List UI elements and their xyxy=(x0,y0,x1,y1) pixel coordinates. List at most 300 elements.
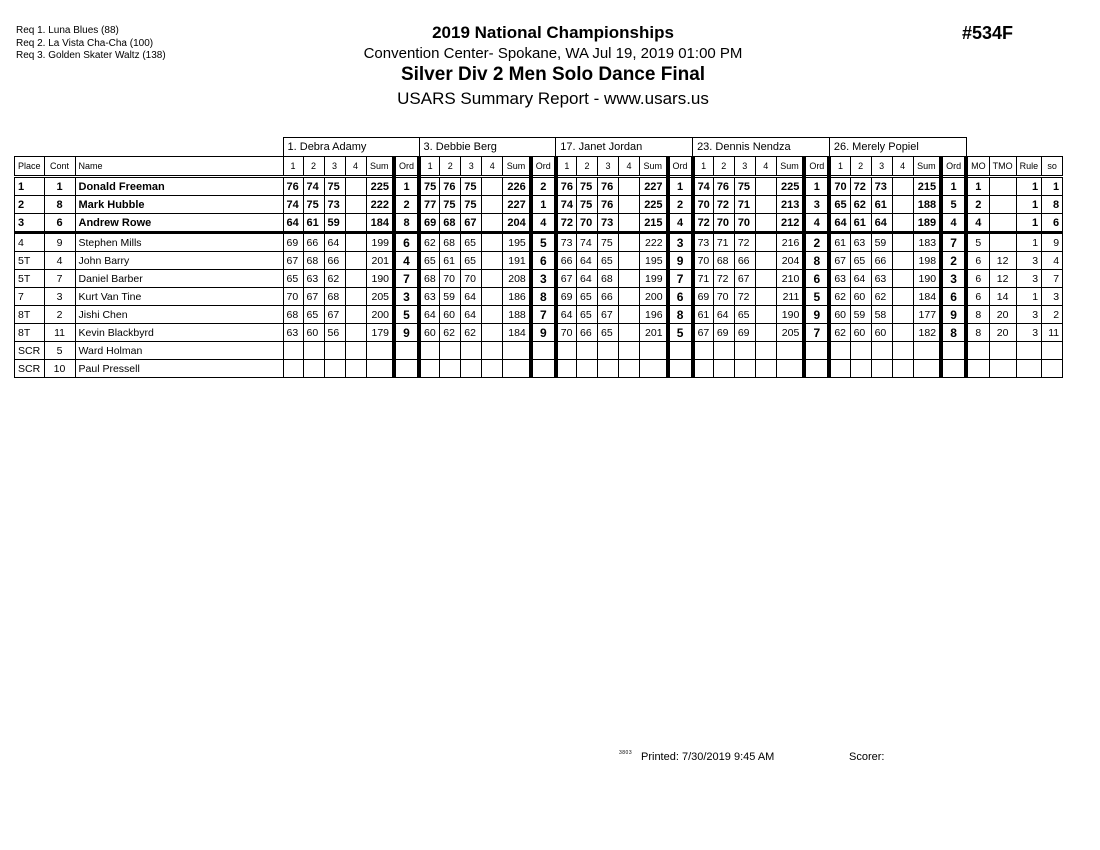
required-dance-1: Req 1. Luna Blues (88) xyxy=(16,25,119,36)
sum-cell: 196 xyxy=(640,306,668,324)
sum-cell: 213 xyxy=(776,196,804,214)
score-cell: 65 xyxy=(577,288,598,306)
rule-cell xyxy=(1016,342,1042,360)
tmo-cell xyxy=(989,342,1016,360)
score-cell: 70 xyxy=(829,177,850,196)
ordinal-cell: 6 xyxy=(941,288,966,306)
score-cell: 66 xyxy=(324,252,345,270)
score-cell: 60 xyxy=(303,324,324,342)
col-mo: MO xyxy=(966,157,989,177)
mo-cell xyxy=(966,360,989,378)
score-cell xyxy=(850,342,871,360)
col-judge-2-s2: 2 xyxy=(440,157,461,177)
score-cell: 70 xyxy=(713,288,734,306)
ordinal-cell: 1 xyxy=(394,177,419,196)
ordinal-cell: 9 xyxy=(668,252,693,270)
ordinal-cell: 6 xyxy=(668,288,693,306)
score-cell xyxy=(419,342,440,360)
score-cell: 64 xyxy=(850,270,871,288)
so-cell: 1 xyxy=(1042,177,1063,196)
ordinal-cell: 8 xyxy=(668,306,693,324)
ordinal-cell: 2 xyxy=(804,233,829,252)
score-cell: 70 xyxy=(693,196,714,214)
score-cell xyxy=(871,342,892,360)
sum-cell: 184 xyxy=(366,214,394,233)
score-cell: 60 xyxy=(829,306,850,324)
score-cell xyxy=(345,342,366,360)
score-cell: 65 xyxy=(461,233,482,252)
judge-3-name: 17. Janet Jordan xyxy=(556,138,693,157)
score-cell: 60 xyxy=(850,324,871,342)
score-cell xyxy=(482,196,503,214)
score-cell: 67 xyxy=(734,270,755,288)
score-cell xyxy=(303,360,324,378)
ordinal-cell xyxy=(941,360,966,378)
col-judge-4-sum: Sum xyxy=(776,157,804,177)
ordinal-cell: 7 xyxy=(941,233,966,252)
tmo-cell xyxy=(989,214,1016,233)
cont-cell: 6 xyxy=(44,214,75,233)
score-cell: 70 xyxy=(693,252,714,270)
col-judge-1-s1: 1 xyxy=(283,157,303,177)
score-cell xyxy=(345,214,366,233)
score-cell xyxy=(345,288,366,306)
score-cell: 65 xyxy=(598,252,619,270)
score-cell: 76 xyxy=(713,177,734,196)
col-judge-2-sum: Sum xyxy=(503,157,531,177)
score-cell xyxy=(713,360,734,378)
ordinal-cell: 5 xyxy=(531,233,556,252)
ordinal-cell: 1 xyxy=(941,177,966,196)
score-cell xyxy=(440,342,461,360)
score-cell: 63 xyxy=(829,270,850,288)
score-cell xyxy=(619,177,640,196)
score-cell: 71 xyxy=(693,270,714,288)
ordinal-cell xyxy=(394,360,419,378)
sum-cell: 201 xyxy=(640,324,668,342)
sum-cell: 204 xyxy=(776,252,804,270)
score-cell: 59 xyxy=(324,214,345,233)
sum-cell: 182 xyxy=(913,324,941,342)
ordinal-cell: 8 xyxy=(531,288,556,306)
so-cell: 7 xyxy=(1042,270,1063,288)
table-row xyxy=(15,288,1063,306)
score-cell: 61 xyxy=(303,214,324,233)
place-cell: 8T xyxy=(15,324,45,342)
score-cell xyxy=(345,177,366,196)
sum-cell: 199 xyxy=(366,233,394,252)
score-cell xyxy=(829,360,850,378)
so-cell: 2 xyxy=(1042,306,1063,324)
score-cell: 71 xyxy=(713,233,734,252)
col-judge-4-s4: 4 xyxy=(755,157,776,177)
sum-cell: 222 xyxy=(366,196,394,214)
sum-cell xyxy=(503,342,531,360)
score-cell: 64 xyxy=(577,270,598,288)
sum-cell: 225 xyxy=(776,177,804,196)
so-cell: 6 xyxy=(1042,214,1063,233)
score-cell xyxy=(619,214,640,233)
score-cell xyxy=(482,252,503,270)
score-cell: 75 xyxy=(303,196,324,214)
skater-name-cell: Ward Holman xyxy=(75,342,283,360)
col-cont: Cont xyxy=(44,157,75,177)
col-judge-5-s4: 4 xyxy=(892,157,913,177)
score-cell xyxy=(482,306,503,324)
sum-cell xyxy=(366,360,394,378)
score-cell: 76 xyxy=(283,177,303,196)
tmo-cell: 12 xyxy=(989,252,1016,270)
score-cell: 67 xyxy=(283,252,303,270)
score-cell xyxy=(619,288,640,306)
score-cell xyxy=(892,177,913,196)
so-cell: 9 xyxy=(1042,233,1063,252)
score-cell xyxy=(755,177,776,196)
table-row xyxy=(15,324,1063,342)
ordinal-cell: 3 xyxy=(531,270,556,288)
skater-name-cell: Kevin Blackbyrd xyxy=(75,324,283,342)
col-judge-3-ord: Ord xyxy=(668,157,693,177)
score-cell: 67 xyxy=(461,214,482,233)
score-cell xyxy=(619,252,640,270)
table-row xyxy=(15,177,1063,196)
mo-cell: 6 xyxy=(966,252,989,270)
sum-cell: 190 xyxy=(913,270,941,288)
sum-cell xyxy=(366,342,394,360)
score-cell xyxy=(755,270,776,288)
skater-name-cell: Stephen Mills xyxy=(75,233,283,252)
sum-cell xyxy=(913,360,941,378)
score-cell xyxy=(755,324,776,342)
score-cell xyxy=(892,324,913,342)
col-judge-1-ord: Ord xyxy=(394,157,419,177)
rule-cell: 1 xyxy=(1016,214,1042,233)
score-cell xyxy=(619,270,640,288)
ordinal-cell xyxy=(668,342,693,360)
col-judge-1-s3: 3 xyxy=(324,157,345,177)
score-cell: 64 xyxy=(461,306,482,324)
tmo-cell: 20 xyxy=(989,306,1016,324)
place-cell: 1 xyxy=(15,177,45,196)
col-rule: Rule xyxy=(1016,157,1042,177)
score-cell: 76 xyxy=(598,177,619,196)
score-cell: 58 xyxy=(871,306,892,324)
score-cell: 66 xyxy=(871,252,892,270)
ordinal-cell: 2 xyxy=(394,196,419,214)
score-cell: 75 xyxy=(577,196,598,214)
score-cell: 61 xyxy=(829,233,850,252)
sum-cell: 195 xyxy=(503,233,531,252)
score-cell xyxy=(693,360,714,378)
score-cell: 72 xyxy=(734,288,755,306)
ordinal-cell: 6 xyxy=(804,270,829,288)
sum-cell: 215 xyxy=(640,214,668,233)
sum-cell: 210 xyxy=(776,270,804,288)
score-cell xyxy=(303,342,324,360)
rule-cell: 1 xyxy=(1016,177,1042,196)
score-cell xyxy=(892,288,913,306)
score-cell: 61 xyxy=(440,252,461,270)
score-cell: 67 xyxy=(556,270,577,288)
score-cell xyxy=(461,360,482,378)
sum-cell: 183 xyxy=(913,233,941,252)
ordinal-cell: 1 xyxy=(531,196,556,214)
sum-cell: 205 xyxy=(776,324,804,342)
score-cell xyxy=(619,360,640,378)
score-cell: 73 xyxy=(324,196,345,214)
score-cell: 68 xyxy=(598,270,619,288)
col-judge-3-s3: 3 xyxy=(598,157,619,177)
table-row xyxy=(15,233,1063,252)
col-judge-2-s3: 3 xyxy=(461,157,482,177)
score-cell: 60 xyxy=(871,324,892,342)
rule-cell: 3 xyxy=(1016,252,1042,270)
score-cell: 64 xyxy=(324,233,345,252)
score-cell xyxy=(892,196,913,214)
score-cell: 76 xyxy=(556,177,577,196)
ordinal-cell: 5 xyxy=(804,288,829,306)
tmo-cell xyxy=(989,177,1016,196)
ordinal-cell: 5 xyxy=(941,196,966,214)
report-title: USARS Summary Report - www.usars.us xyxy=(397,89,709,108)
tmo-cell xyxy=(989,233,1016,252)
score-cell xyxy=(734,342,755,360)
ordinal-cell: 6 xyxy=(394,233,419,252)
score-cell xyxy=(755,342,776,360)
score-cell: 64 xyxy=(283,214,303,233)
score-cell: 68 xyxy=(283,306,303,324)
score-cell: 72 xyxy=(713,196,734,214)
place-cell: 8T xyxy=(15,306,45,324)
judge-5-name: 26. Merely Popiel xyxy=(829,138,966,157)
ordinal-cell xyxy=(941,342,966,360)
score-cell xyxy=(482,233,503,252)
score-cell: 72 xyxy=(556,214,577,233)
score-cell xyxy=(871,360,892,378)
col-judge-1-s4: 4 xyxy=(345,157,366,177)
score-cell: 68 xyxy=(324,288,345,306)
event-number: #534F xyxy=(962,23,1014,43)
tmo-cell xyxy=(989,360,1016,378)
score-cell: 72 xyxy=(734,233,755,252)
sum-cell: 188 xyxy=(913,196,941,214)
sum-cell: 179 xyxy=(366,324,394,342)
ordinal-cell: 3 xyxy=(668,233,693,252)
score-cell: 65 xyxy=(598,324,619,342)
score-cell xyxy=(734,360,755,378)
score-cell: 68 xyxy=(419,270,440,288)
cont-cell: 3 xyxy=(44,288,75,306)
score-cell: 65 xyxy=(461,252,482,270)
col-judge-2-ord: Ord xyxy=(531,157,556,177)
ordinal-cell: 4 xyxy=(668,214,693,233)
required-dance-3: Req 3. Golden Skater Waltz (138) xyxy=(16,50,166,61)
col-judge-5-sum: Sum xyxy=(913,157,941,177)
score-cell: 62 xyxy=(440,324,461,342)
so-cell: 3 xyxy=(1042,288,1063,306)
ordinal-cell: 3 xyxy=(941,270,966,288)
score-cell xyxy=(755,196,776,214)
col-judge-5-s2: 2 xyxy=(850,157,871,177)
rule-cell: 1 xyxy=(1016,196,1042,214)
score-cell xyxy=(892,233,913,252)
score-cell xyxy=(850,360,871,378)
score-cell: 65 xyxy=(829,196,850,214)
cont-cell: 9 xyxy=(44,233,75,252)
ordinal-cell: 7 xyxy=(394,270,419,288)
rule-cell xyxy=(1016,360,1042,378)
score-cell: 76 xyxy=(440,177,461,196)
score-cell xyxy=(482,342,503,360)
score-cell: 64 xyxy=(713,306,734,324)
score-cell: 65 xyxy=(419,252,440,270)
score-cell: 70 xyxy=(461,270,482,288)
score-cell: 60 xyxy=(850,288,871,306)
score-cell: 64 xyxy=(577,252,598,270)
score-cell xyxy=(892,306,913,324)
table-row xyxy=(15,342,1063,360)
score-cell: 60 xyxy=(419,324,440,342)
sum-cell: 215 xyxy=(913,177,941,196)
rule-cell: 1 xyxy=(1016,288,1042,306)
score-cell xyxy=(619,306,640,324)
ordinal-cell: 7 xyxy=(804,324,829,342)
score-cell: 64 xyxy=(556,306,577,324)
score-cell: 75 xyxy=(461,177,482,196)
table-row xyxy=(15,360,1063,378)
score-cell xyxy=(755,233,776,252)
tmo-cell: 12 xyxy=(989,270,1016,288)
cont-cell: 11 xyxy=(44,324,75,342)
skater-name-cell: Jishi Chen xyxy=(75,306,283,324)
col-tmo: TMO xyxy=(989,157,1016,177)
place-cell: 4 xyxy=(15,233,45,252)
score-cell: 67 xyxy=(598,306,619,324)
score-cell xyxy=(345,324,366,342)
place-cell: 3 xyxy=(15,214,45,233)
so-cell: 4 xyxy=(1042,252,1063,270)
skater-name-cell: Paul Pressell xyxy=(75,360,283,378)
ordinal-cell: 9 xyxy=(804,306,829,324)
so-cell: 11 xyxy=(1042,324,1063,342)
score-cell: 64 xyxy=(461,288,482,306)
sum-cell: 227 xyxy=(503,196,531,214)
ordinal-cell: 9 xyxy=(531,324,556,342)
judge-1-name: 1. Debra Adamy xyxy=(283,138,419,157)
col-judge-4-s1: 1 xyxy=(693,157,714,177)
score-cell: 70 xyxy=(556,324,577,342)
col-so: so xyxy=(1042,157,1063,177)
col-place: Place xyxy=(15,157,45,177)
score-cell: 64 xyxy=(419,306,440,324)
score-cell: 67 xyxy=(324,306,345,324)
ordinal-cell xyxy=(804,342,829,360)
score-cell xyxy=(556,342,577,360)
score-cell xyxy=(345,196,366,214)
ordinal-cell: 4 xyxy=(941,214,966,233)
sum-cell: 198 xyxy=(913,252,941,270)
score-cell: 68 xyxy=(713,252,734,270)
col-judge-3-s4: 4 xyxy=(619,157,640,177)
score-cell: 67 xyxy=(693,324,714,342)
score-cell: 70 xyxy=(283,288,303,306)
score-cell: 75 xyxy=(419,177,440,196)
score-cell xyxy=(755,306,776,324)
score-cell xyxy=(345,252,366,270)
column-header-row xyxy=(15,157,1063,177)
score-cell: 66 xyxy=(734,252,755,270)
col-judge-4-ord: Ord xyxy=(804,157,829,177)
score-cell: 74 xyxy=(693,177,714,196)
sum-cell: 225 xyxy=(366,177,394,196)
score-cell: 62 xyxy=(850,196,871,214)
mo-cell: 4 xyxy=(966,214,989,233)
score-cell: 59 xyxy=(440,288,461,306)
score-cell xyxy=(755,252,776,270)
sum-cell xyxy=(503,360,531,378)
sum-cell: 204 xyxy=(503,214,531,233)
score-cell xyxy=(482,177,503,196)
mo-cell: 2 xyxy=(966,196,989,214)
score-cell: 75 xyxy=(577,177,598,196)
ordinal-cell: 6 xyxy=(531,252,556,270)
place-cell: 2 xyxy=(15,196,45,214)
score-cell: 75 xyxy=(734,177,755,196)
place-cell: 5T xyxy=(15,270,45,288)
ordinal-cell: 2 xyxy=(941,252,966,270)
score-cell xyxy=(693,342,714,360)
ordinal-cell xyxy=(804,360,829,378)
skater-name-cell: John Barry xyxy=(75,252,283,270)
score-cell xyxy=(324,360,345,378)
cont-cell: 4 xyxy=(44,252,75,270)
score-cell xyxy=(892,270,913,288)
score-cell xyxy=(892,360,913,378)
sum-cell: 211 xyxy=(776,288,804,306)
score-cell xyxy=(619,324,640,342)
sum-cell: 216 xyxy=(776,233,804,252)
sum-cell: 225 xyxy=(640,196,668,214)
results-table xyxy=(14,137,1063,378)
sum-cell: 226 xyxy=(503,177,531,196)
cont-cell: 5 xyxy=(44,342,75,360)
score-cell: 63 xyxy=(850,233,871,252)
score-cell: 75 xyxy=(461,196,482,214)
rule-cell: 3 xyxy=(1016,270,1042,288)
mo-cell xyxy=(966,342,989,360)
sum-cell: 212 xyxy=(776,214,804,233)
score-cell: 70 xyxy=(440,270,461,288)
score-cell: 67 xyxy=(303,288,324,306)
score-cell: 70 xyxy=(734,214,755,233)
score-cell xyxy=(345,360,366,378)
judge-header-row xyxy=(15,138,1063,157)
sum-cell: 201 xyxy=(366,252,394,270)
score-cell: 73 xyxy=(871,177,892,196)
cont-cell: 1 xyxy=(44,177,75,196)
score-cell: 62 xyxy=(871,288,892,306)
score-cell: 74 xyxy=(303,177,324,196)
score-cell xyxy=(482,270,503,288)
required-dance-2: Req 2. La Vista Cha-Cha (100) xyxy=(16,37,154,49)
so-cell xyxy=(1042,342,1063,360)
cont-cell: 10 xyxy=(44,360,75,378)
sum-cell: 184 xyxy=(503,324,531,342)
scorer-label: Scorer: xyxy=(849,751,885,763)
ordinal-cell xyxy=(394,342,419,360)
ordinal-cell: 9 xyxy=(941,306,966,324)
sum-cell xyxy=(776,342,804,360)
